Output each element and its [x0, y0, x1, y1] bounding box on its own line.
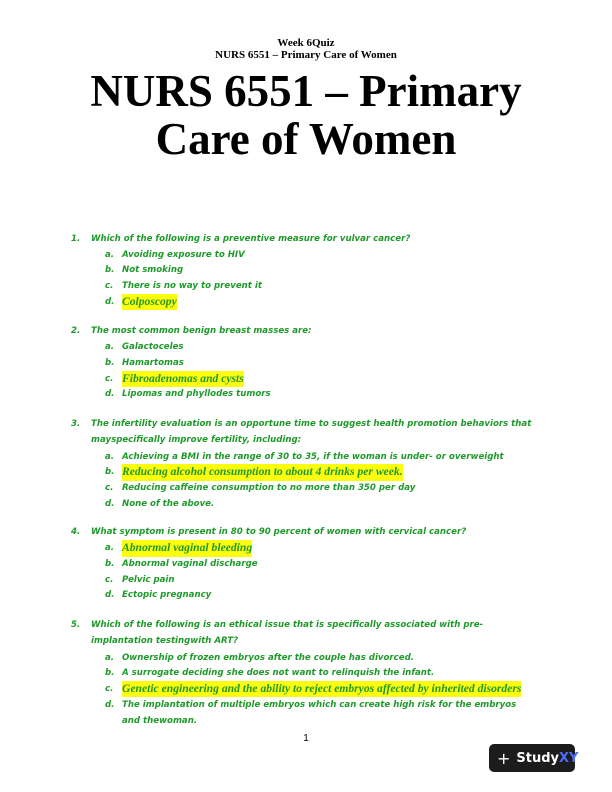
question-4 [71, 524, 541, 603]
answer-option-highlighted: d. Colposcopy [105, 294, 541, 310]
studyxy-badge[interactable] [489, 744, 579, 772]
answer-option: b. A surrogate deciding she does not want to relinquish the infant. [105, 668, 435, 679]
question-stem: The most common benign breast masses are: [91, 326, 312, 336]
answer-option: d. Lipomas and phyllodes tumors [105, 389, 271, 400]
answer-option-highlighted: b. Reducing alcohol consumption to about 4 drinks per week. [105, 464, 541, 480]
answer-option: b. Abnormal vaginal discharge [105, 558, 258, 569]
badge-suffix: XY [559, 750, 579, 766]
question-stem: The infertility evaluation is an opportune time to suggest health promotion behaviors that mayspecifically improve fertility, including: [91, 419, 532, 446]
answer-option: d. The implantation of multiple embryos which can create high risk for the embryos and thewoman. [105, 699, 517, 726]
question-number: 5. [71, 620, 81, 630]
answer-option-highlighted: c. Genetic engineering and the ability to reject embryos affected by inherited disorders [105, 681, 541, 697]
question-stem: Which of the following is an ethical issue that is specifically associated with pre-implantation testingwith ART? [91, 620, 484, 647]
answer-option: b. Hamartomas [105, 357, 184, 368]
title-line-1: NURS 6551 – Primary [90, 66, 522, 116]
answer-option: b. Not smoking [105, 265, 184, 276]
question-3 [71, 416, 541, 511]
answer-option-highlighted: a. Abnormal vaginal bleeding [105, 540, 541, 556]
question-stem: What symptom is present in 80 to 90 percent of women with cervical cancer? [91, 527, 467, 537]
answer-option: c. Reducing caffeine consumption to no more than 350 per day [105, 482, 416, 493]
answer-option: c. There is no way to prevent it [105, 281, 262, 292]
answer-option: a. Ownership of frozen embryos after the couple has divorced. [105, 652, 414, 663]
answer-option: a. Galactoceles [105, 342, 184, 353]
header-line-2: NURS 6551 – Primary Care of Women [215, 49, 397, 61]
question-2 [71, 323, 541, 402]
badge-prefix: Study [516, 750, 560, 766]
question-1 [71, 231, 541, 310]
page-number: 1 [303, 733, 309, 744]
answer-option-highlighted: c. Fibroadenomas and cysts [105, 371, 541, 387]
question-number: 2. [71, 326, 81, 336]
plus-icon: + [497, 748, 511, 768]
answer-option: d. None of the above. [105, 498, 215, 509]
answer-option: a. Avoiding exposure to HIV [105, 249, 245, 260]
question-number: 3. [71, 419, 81, 429]
header-line-1: Week 6Quiz [277, 37, 335, 49]
title-line-2: Care of Women [155, 114, 457, 164]
question-number: 1. [71, 234, 81, 244]
question-5 [71, 617, 541, 729]
answer-option: d. Ectopic pregnancy [105, 590, 212, 601]
answer-option: c. Pelvic pain [105, 574, 175, 585]
question-number: 4. [71, 527, 81, 537]
question-stem: Which of the following is a preventive measure for vulvar cancer? [91, 234, 411, 244]
page-title [0, 67, 612, 163]
answer-option: a. Achieving a BMI in the range of 30 to 35, if the woman is under- or overweight [105, 451, 504, 462]
document-header [0, 37, 612, 61]
